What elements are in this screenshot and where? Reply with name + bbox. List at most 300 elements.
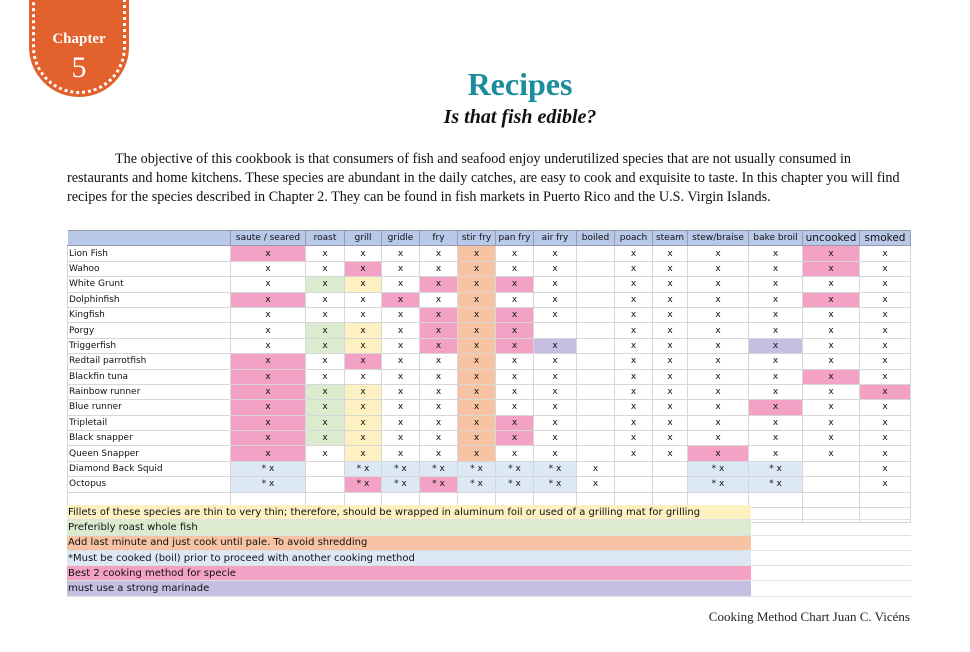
method-cell: x [534, 415, 577, 430]
method-cell: x [231, 369, 306, 384]
method-cell [577, 446, 615, 461]
method-cell: x [803, 246, 860, 261]
method-cell: x [420, 307, 458, 322]
method-cell [577, 400, 615, 415]
method-cell: x [420, 415, 458, 430]
table-row [68, 338, 911, 353]
method-cell: x [749, 338, 803, 353]
method-cell: * x [496, 461, 534, 476]
legend-text: Fillets of these species are thin to very thin; therefore, should be wrapped in aluminum foil or used of a grilling mat for grilling [67, 505, 751, 520]
method-cell: x [345, 384, 382, 399]
chapter-label: Chapter [52, 31, 106, 47]
method-cell: x [803, 446, 860, 461]
column-header: uncooked [803, 231, 860, 246]
method-cell [803, 477, 860, 492]
method-cell: x [496, 261, 534, 276]
method-cell: x [749, 431, 803, 446]
method-cell: x [345, 261, 382, 276]
method-cell: x [496, 415, 534, 430]
method-cell: x [749, 415, 803, 430]
method-cell: x [420, 261, 458, 276]
legend-item [67, 581, 911, 596]
species-name: Diamond Back Squid [68, 461, 231, 476]
method-cell: x [615, 384, 653, 399]
method-cell: x [534, 354, 577, 369]
method-cell: x [688, 354, 749, 369]
method-cell: x [420, 292, 458, 307]
method-cell: x [382, 446, 420, 461]
method-cell: x [534, 246, 577, 261]
species-name: Tripletail [68, 415, 231, 430]
method-cell: x [749, 277, 803, 292]
method-cell [653, 477, 688, 492]
method-cell: x [306, 446, 345, 461]
method-cell: x [458, 354, 496, 369]
method-cell: x [382, 338, 420, 353]
legend-text: must use a strong marinade [67, 581, 751, 596]
method-cell: x [803, 354, 860, 369]
method-cell [577, 354, 615, 369]
method-cell: x [306, 400, 345, 415]
method-cell: x [749, 246, 803, 261]
legend-text: Add last minute and just cook until pale. To avoid shredding [67, 535, 751, 550]
method-cell: x [860, 277, 911, 292]
method-cell: x [688, 431, 749, 446]
species-name: Blue runner [68, 400, 231, 415]
table-row [68, 477, 911, 492]
method-cell: x [749, 292, 803, 307]
method-cell: x [458, 384, 496, 399]
method-cell: x [231, 354, 306, 369]
method-cell: x [749, 446, 803, 461]
method-cell: x [496, 307, 534, 322]
method-cell: x [345, 400, 382, 415]
table-row [68, 323, 911, 338]
legend-spacer [751, 566, 911, 581]
column-header: steam [653, 231, 688, 246]
method-cell: x [458, 261, 496, 276]
legend-item [67, 535, 911, 550]
method-cell: x [860, 307, 911, 322]
method-cell: x [688, 261, 749, 276]
method-cell: x [860, 261, 911, 276]
method-cell: x [458, 338, 496, 353]
legend-item [67, 550, 911, 565]
method-cell: x [803, 338, 860, 353]
method-cell: x [306, 354, 345, 369]
method-cell [306, 477, 345, 492]
method-cell: x [615, 323, 653, 338]
method-cell: x [653, 400, 688, 415]
method-cell: x [534, 400, 577, 415]
column-header: fry [420, 231, 458, 246]
column-header: roast [306, 231, 345, 246]
legend-text: Best 2 cooking method for specie [67, 566, 751, 581]
legend-spacer [751, 535, 911, 550]
table-row [68, 461, 911, 476]
method-cell: x [458, 307, 496, 322]
column-header: saute / seared [231, 231, 306, 246]
column-header: stir fry [458, 231, 496, 246]
column-header: pan fry [496, 231, 534, 246]
method-cell: x [749, 261, 803, 276]
method-cell: x [420, 400, 458, 415]
method-cell: x [860, 431, 911, 446]
table-row [68, 261, 911, 276]
column-header: poach [615, 231, 653, 246]
method-cell: x [382, 307, 420, 322]
method-cell: x [345, 415, 382, 430]
method-cell: x [231, 384, 306, 399]
method-cell: x [534, 431, 577, 446]
method-cell: * x [231, 477, 306, 492]
species-name: Black snapper [68, 431, 231, 446]
method-cell: x [345, 369, 382, 384]
method-cell: x [306, 246, 345, 261]
column-header: grill [345, 231, 382, 246]
table-header-row [68, 231, 911, 246]
page-title: Recipes [467, 66, 573, 102]
method-cell: x [615, 338, 653, 353]
method-cell: * x [749, 461, 803, 476]
legend-item [67, 566, 911, 581]
species-name: Porgy [68, 323, 231, 338]
column-header: smoked [860, 231, 911, 246]
method-cell [615, 461, 653, 476]
method-cell: x [420, 354, 458, 369]
method-cell: x [534, 446, 577, 461]
method-cell: x [231, 246, 306, 261]
method-cell: x [803, 415, 860, 430]
species-name: Lion Fish [68, 246, 231, 261]
method-cell: x [653, 261, 688, 276]
method-cell: x [615, 415, 653, 430]
method-cell: x [615, 369, 653, 384]
method-cell: x [653, 292, 688, 307]
chart-caption: Cooking Method Chart Juan C. Vicéns [708, 609, 910, 624]
method-cell [577, 338, 615, 353]
method-cell: x [345, 338, 382, 353]
column-header: bake broil [749, 231, 803, 246]
method-cell: x [534, 369, 577, 384]
method-cell: x [615, 400, 653, 415]
method-cell: x [345, 323, 382, 338]
method-cell: x [231, 292, 306, 307]
method-cell: x [496, 277, 534, 292]
method-cell: x [420, 369, 458, 384]
method-cell: x [382, 323, 420, 338]
method-cell: x [231, 338, 306, 353]
method-cell: x [382, 261, 420, 276]
method-cell: x [688, 400, 749, 415]
method-cell: x [803, 400, 860, 415]
method-cell: x [860, 246, 911, 261]
species-name: Redtail parrotfish [68, 354, 231, 369]
method-cell: * x [458, 477, 496, 492]
method-cell: x [306, 307, 345, 322]
method-cell: x [306, 415, 345, 430]
method-cell: x [534, 338, 577, 353]
method-cell: x [345, 354, 382, 369]
chapter-number: 5 [71, 51, 87, 84]
method-cell [577, 261, 615, 276]
method-cell: x [653, 446, 688, 461]
method-cell: x [420, 384, 458, 399]
method-cell [653, 461, 688, 476]
method-cell [534, 323, 577, 338]
method-cell [577, 292, 615, 307]
method-cell: x [803, 292, 860, 307]
method-cell: x [860, 369, 911, 384]
method-cell: x [382, 369, 420, 384]
method-cell: x [803, 277, 860, 292]
method-cell: x [749, 354, 803, 369]
column-header: boiled [577, 231, 615, 246]
column-header: gridle [382, 231, 420, 246]
method-cell: x [653, 277, 688, 292]
method-cell: x [615, 431, 653, 446]
legend-item [67, 520, 911, 535]
method-cell: x [749, 323, 803, 338]
method-cell: x [749, 384, 803, 399]
method-cell: x [749, 307, 803, 322]
method-cell: x [688, 307, 749, 322]
method-cell: * x [382, 477, 420, 492]
method-cell: x [306, 431, 345, 446]
method-cell: x [803, 431, 860, 446]
method-cell: x [306, 369, 345, 384]
column-header: air fry [534, 231, 577, 246]
method-cell: x [496, 338, 534, 353]
method-cell: x [382, 400, 420, 415]
legend-spacer [751, 505, 911, 520]
method-cell: x [306, 338, 345, 353]
method-cell: x [615, 246, 653, 261]
intro-paragraph: The objective of this cookbook is that consumers of fish and seafood enjoy underutilized species that are not usually consumed in restaurants and home kitchens. These species are abundant in the daily catches, are easy to cook and exquisite to taste. In this chapter you will find recipes for the species described in Chapter 2. They can be found in fish markets in Puerto Rico and the U.S. Virgin Islands. [67, 151, 900, 205]
legend-table [67, 505, 911, 597]
method-cell: x [458, 246, 496, 261]
method-cell: x [653, 338, 688, 353]
method-cell [577, 323, 615, 338]
method-cell: x [688, 384, 749, 399]
method-cell: x [382, 384, 420, 399]
method-cell: x [382, 246, 420, 261]
method-cell: x [534, 292, 577, 307]
species-name: Wahoo [68, 261, 231, 276]
method-cell: x [749, 369, 803, 384]
method-cell: x [653, 415, 688, 430]
header-corner [68, 231, 231, 246]
species-name: Blackfin tuna [68, 369, 231, 384]
table-row [68, 415, 911, 430]
species-name: Kingfish [68, 307, 231, 322]
method-cell [306, 461, 345, 476]
method-cell [577, 307, 615, 322]
method-cell [577, 415, 615, 430]
method-cell: x [803, 369, 860, 384]
method-cell: x [688, 338, 749, 353]
method-cell: x [382, 431, 420, 446]
method-cell: * x [420, 461, 458, 476]
method-cell: x [231, 431, 306, 446]
legend-spacer [751, 520, 911, 535]
method-cell: x [534, 261, 577, 276]
method-cell: * x [382, 461, 420, 476]
method-cell: x [496, 400, 534, 415]
method-cell: x [420, 323, 458, 338]
method-cell [803, 461, 860, 476]
method-cell [615, 477, 653, 492]
method-cell: * x [231, 461, 306, 476]
method-cell [577, 246, 615, 261]
legend-text: *Must be cooked (boil) prior to proceed with another cooking method [67, 550, 751, 565]
table-row [68, 431, 911, 446]
species-name: Dolphinfish [68, 292, 231, 307]
method-cell: x [688, 292, 749, 307]
method-cell: x [496, 292, 534, 307]
method-cell: x [420, 431, 458, 446]
method-cell: * x [749, 477, 803, 492]
method-cell: x [231, 400, 306, 415]
method-cell: x [688, 415, 749, 430]
method-cell: x [496, 354, 534, 369]
method-cell: x [458, 415, 496, 430]
legend-text: Preferibly roast whole fish [67, 520, 751, 535]
method-cell: x [306, 292, 345, 307]
method-cell: x [860, 338, 911, 353]
method-cell: x [653, 307, 688, 322]
method-cell: x [382, 292, 420, 307]
method-cell: x [860, 323, 911, 338]
table-row [68, 446, 911, 461]
method-cell: x [345, 446, 382, 461]
method-cell: x [534, 307, 577, 322]
method-cell: x [458, 446, 496, 461]
method-cell: x [231, 446, 306, 461]
method-cell: x [306, 277, 345, 292]
method-cell: x [653, 354, 688, 369]
method-cell: x [420, 446, 458, 461]
species-name: Octopus [68, 477, 231, 492]
method-cell: x [345, 307, 382, 322]
method-cell: x [860, 477, 911, 492]
method-cell [577, 384, 615, 399]
cooking-method-table [67, 230, 911, 523]
method-cell: * x [688, 477, 749, 492]
method-cell: x [688, 323, 749, 338]
method-cell: * x [688, 461, 749, 476]
method-cell: x [458, 431, 496, 446]
method-cell: * x [496, 477, 534, 492]
method-cell: x [615, 277, 653, 292]
method-cell: x [653, 323, 688, 338]
method-cell: x [615, 292, 653, 307]
method-cell: x [860, 400, 911, 415]
legend-spacer [751, 581, 911, 596]
method-cell: x [345, 292, 382, 307]
method-cell: x [688, 246, 749, 261]
method-cell: x [420, 277, 458, 292]
method-cell: x [345, 246, 382, 261]
method-cell: x [382, 415, 420, 430]
method-cell: x [688, 277, 749, 292]
method-cell: x [496, 384, 534, 399]
method-cell: x [306, 261, 345, 276]
method-cell: x [458, 292, 496, 307]
method-cell: x [749, 400, 803, 415]
method-cell: x [860, 292, 911, 307]
method-cell: x [458, 369, 496, 384]
method-cell: x [577, 461, 615, 476]
method-cell: x [577, 477, 615, 492]
method-cell: * x [420, 477, 458, 492]
method-cell: x [803, 323, 860, 338]
table-row [68, 400, 911, 415]
method-cell: x [231, 323, 306, 338]
method-cell: x [496, 369, 534, 384]
page-subtitle: Is that fish edible? [443, 106, 597, 128]
method-cell: x [615, 307, 653, 322]
method-cell: x [458, 400, 496, 415]
method-cell [577, 277, 615, 292]
table-row [68, 369, 911, 384]
method-cell: x [231, 307, 306, 322]
method-cell: * x [345, 461, 382, 476]
method-cell: x [496, 323, 534, 338]
method-cell: x [458, 323, 496, 338]
method-cell: x [653, 369, 688, 384]
method-cell: x [345, 431, 382, 446]
method-cell [577, 431, 615, 446]
method-cell: x [803, 307, 860, 322]
method-cell: x [458, 277, 496, 292]
method-cell: x [496, 246, 534, 261]
method-cell: x [231, 415, 306, 430]
table-row [68, 292, 911, 307]
species-name: White Grunt [68, 277, 231, 292]
method-cell: x [615, 261, 653, 276]
column-header: stew/braise [688, 231, 749, 246]
table-row [68, 277, 911, 292]
method-cell: * x [534, 477, 577, 492]
method-cell: x [860, 461, 911, 476]
method-cell: x [420, 338, 458, 353]
method-cell: x [688, 446, 749, 461]
method-cell: x [803, 261, 860, 276]
method-cell: x [653, 246, 688, 261]
method-cell: x [653, 431, 688, 446]
method-cell: x [306, 384, 345, 399]
table-row [68, 246, 911, 261]
method-cell: * x [458, 461, 496, 476]
method-cell: x [382, 354, 420, 369]
method-cell: x [496, 446, 534, 461]
table-row [68, 354, 911, 369]
method-cell: x [534, 277, 577, 292]
method-cell: x [306, 323, 345, 338]
legend-spacer [751, 550, 911, 565]
method-cell: x [803, 384, 860, 399]
method-cell: x [534, 384, 577, 399]
species-name: Queen Snapper [68, 446, 231, 461]
method-cell: x [860, 446, 911, 461]
method-cell: x [615, 446, 653, 461]
method-cell: x [860, 415, 911, 430]
method-cell: x [860, 384, 911, 399]
method-cell: x [345, 277, 382, 292]
method-cell: x [860, 354, 911, 369]
method-cell: x [231, 277, 306, 292]
